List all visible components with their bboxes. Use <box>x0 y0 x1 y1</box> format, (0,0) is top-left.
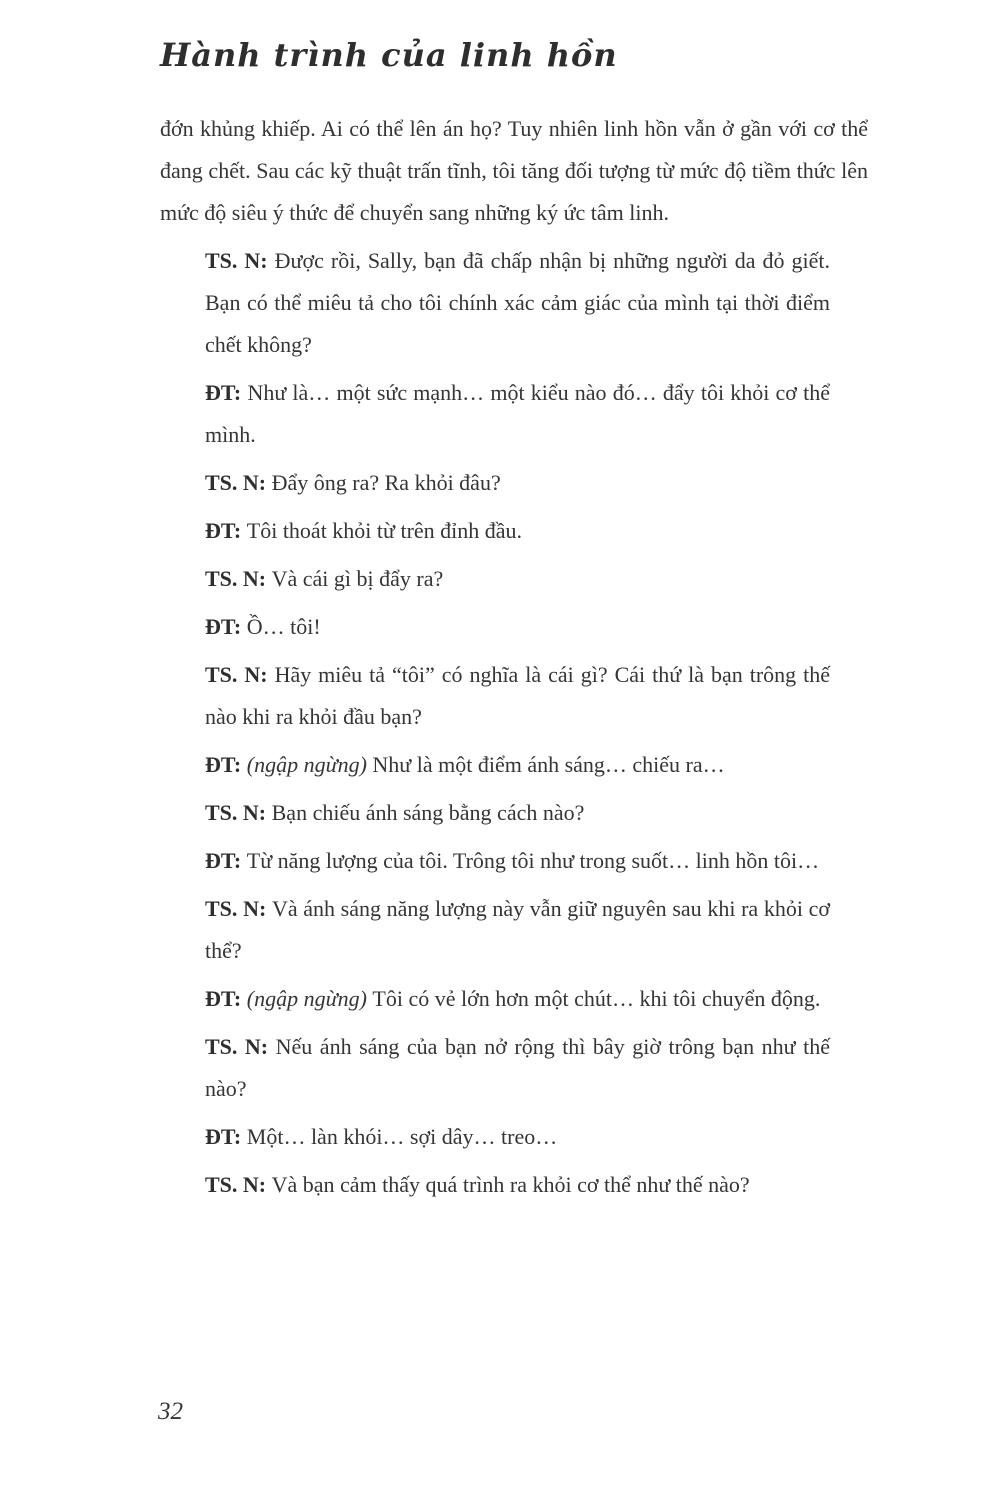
speaker-label: TS. N: <box>205 800 272 825</box>
intro-paragraph: đớn khủng khiếp. Ai có thể lên án họ? Tuy nhiên linh hồn vẫn ở gần với cơ thể đang chết. Sau các kỹ thuật trấn tĩnh, tôi tăng đối tượng từ mức độ tiềm thức lên mức độ siêu ý thức để chuyển sang những ký ức tâm linh. <box>160 116 868 225</box>
dialogue-entry <box>205 372 830 456</box>
dialogue-text: Tôi thoát khỏi từ trên đỉnh đầu. <box>246 518 523 543</box>
speaker-label: ĐT: <box>205 1124 247 1149</box>
dialogue-entry <box>205 654 830 738</box>
page-number: 32 <box>158 1398 183 1425</box>
dialogue-text: Hãy miêu tả “tôi” có nghĩa là cái gì? Cái thứ là bạn trông thế nào khi ra khỏi đầu bạn? <box>205 662 830 729</box>
speaker-label: ĐT: <box>205 614 247 639</box>
dialogue-entry <box>205 558 830 600</box>
dialogue-text: Và cái gì bị đẩy ra? <box>271 566 444 591</box>
dialogue-text: Và bạn cảm thấy quá trình ra khỏi cơ thể như thế nào? <box>271 1172 750 1197</box>
dialogue-entry <box>205 744 830 786</box>
stage-direction: (ngập ngừng) <box>246 986 373 1011</box>
dialogue-entry <box>205 1164 830 1206</box>
dialogue-entry <box>205 840 830 882</box>
dialogue-text: Một… làn khói… sợi dây… treo… <box>246 1124 558 1149</box>
stage-direction: (ngập ngừng) <box>246 752 373 777</box>
speaker-label: ĐT: <box>205 380 248 405</box>
dialogue-entry <box>205 606 830 648</box>
speaker-label: ĐT: <box>205 848 247 873</box>
dialogue-text: Bạn chiếu ánh sáng bằng cách nào? <box>271 800 585 825</box>
dialogue-text: Tôi có vẻ lớn hơn một chút… khi tôi chuyển động. <box>372 986 821 1011</box>
dialogue-entry <box>205 1116 830 1158</box>
dialogue-entry <box>205 792 830 834</box>
speaker-label: TS. N: <box>205 470 272 495</box>
dialogue-text: Như là một điểm ánh sáng… chiếu ra… <box>372 752 725 777</box>
speaker-label: TS. N: <box>205 248 275 273</box>
speaker-label: TS. N: <box>205 1034 276 1059</box>
speaker-label: TS. N: <box>205 662 275 687</box>
dialogue-text: Được rồi, Sally, bạn đã chấp nhận bị những người da đỏ giết. Bạn có thể miêu tả cho tôi chính xác cảm giác của mình tại thời điểm chết không? <box>205 248 831 357</box>
dialogue-text: Từ năng lượng của tôi. Trông tôi như trong suốt… linh hồn tôi… <box>246 848 820 873</box>
speaker-label: ĐT: <box>205 986 247 1011</box>
speaker-label: TS. N: <box>205 566 272 591</box>
dialogue-entry <box>205 462 830 504</box>
speaker-label: ĐT: <box>205 518 247 543</box>
book-title-header: Hành trình của linh hồn <box>160 36 618 74</box>
dialogue-text: Ồ… tôi! <box>246 614 321 639</box>
speaker-label: TS. N: <box>205 896 272 921</box>
speaker-label: TS. N: <box>205 1172 272 1197</box>
dialogue-entry <box>205 1026 830 1110</box>
dialogue-entry <box>205 978 830 1020</box>
dialogue-text: Đẩy ông ra? Ra khỏi đâu? <box>271 470 501 495</box>
dialogue-text: Nếu ánh sáng của bạn nở rộng thì bây giờ trông bạn như thế nào? <box>205 1034 830 1101</box>
dialogue-entry <box>205 888 830 972</box>
dialogue-text: Như là… một sức mạnh… một kiểu nào đó… đẩy tôi khỏi cơ thể mình. <box>205 380 830 447</box>
dialogue-entry <box>205 510 830 552</box>
dialogue-entry <box>205 240 830 366</box>
dialogue-text: Và ánh sáng năng lượng này vẫn giữ nguyên sau khi ra khỏi cơ thể? <box>205 896 830 963</box>
speaker-label: ĐT: <box>205 752 247 777</box>
